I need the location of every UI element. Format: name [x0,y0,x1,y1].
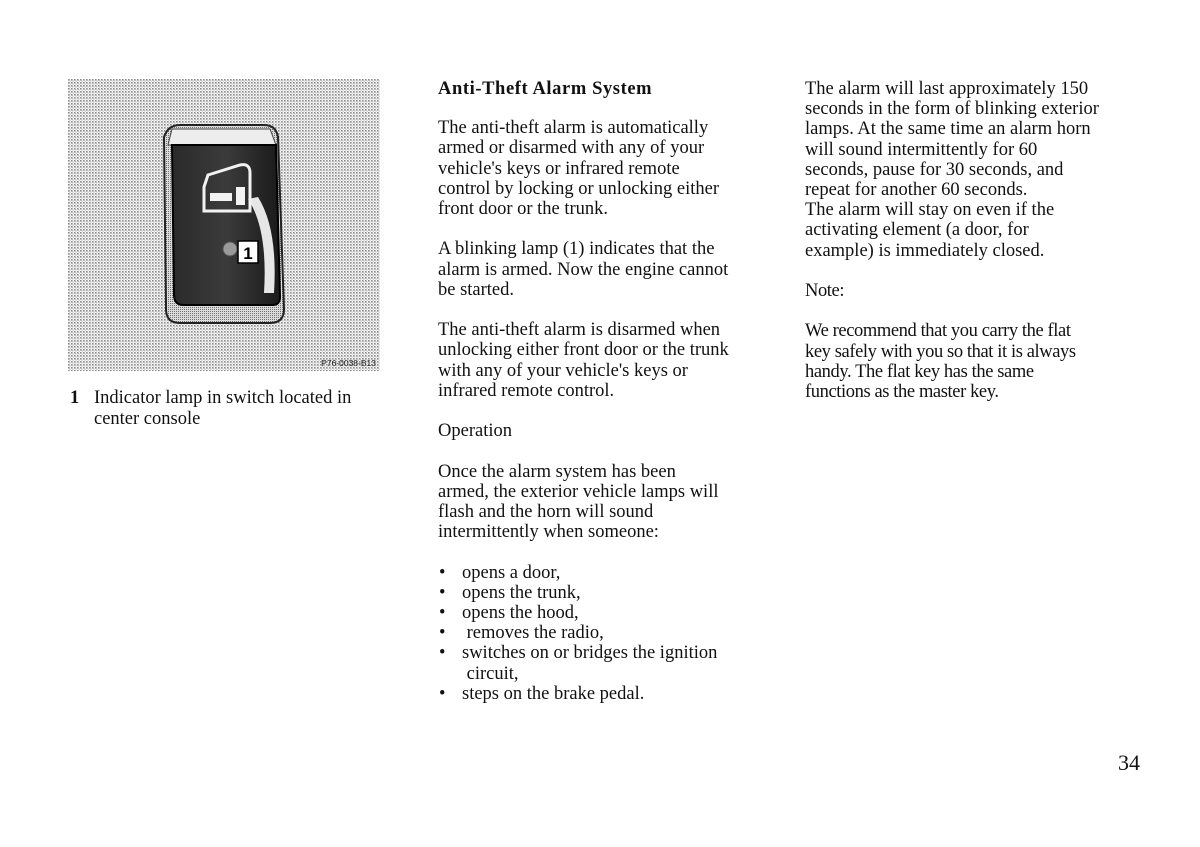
text-line: will sound intermittently for 60 [805,139,1038,160]
text-line: front door or the trunk. [438,199,609,220]
bullet-icon: • [439,643,446,664]
text-line: alarm is armed. Now the engine cannot [438,259,729,280]
text-line: seconds in the form of blinking exterior [805,99,1099,120]
text-line: The anti-theft alarm is disarmed when [438,320,721,341]
text-line: flash and the horn will sound [438,502,654,522]
figure-caption [70,388,390,429]
text-line: We recommend that you carry the flat [805,321,1071,342]
note-label: Note: [805,281,845,302]
list-item: • opens a door, [439,562,561,583]
paragraph [438,118,783,219]
subheading: Operation [438,421,512,442]
paragraph [805,79,1150,261]
text-line: example) is immediately closed. [805,240,1045,261]
list-item: • opens the trunk, [439,582,581,603]
text-line: The anti-theft alarm is automatically [438,118,709,139]
text-line: unlocking either front door or the trunk [438,340,729,361]
text-line: Once the alarm system has been [438,461,676,482]
paragraph [438,320,783,401]
text-line: A blinking lamp (1) indicates that the [438,239,715,260]
text-line: vehicle's keys or infrared remote [438,158,680,179]
right-column [805,79,1150,422]
text-line: lamps. At the same time an alarm horn [805,119,1091,140]
text-line: with any of your vehicle's keys or [438,360,688,381]
indicator-lamp-icon [223,242,237,256]
paragraph [438,462,783,543]
text-line: control by locking or unlocking either [438,178,720,199]
bullet-icon: • [439,603,446,623]
caption-number: 1 [70,388,80,408]
text-line: key safely with you so that it is always [805,341,1076,362]
paragraph [438,239,783,300]
text-line: armed, the exterior vehicle lamps will [438,481,719,502]
text-line: infrared remote control. [438,380,615,401]
text-line: activating element (a door, for [805,220,1029,241]
photo-code: P76-0038-B13 [321,358,376,368]
text-line: functions as the master key. [805,382,999,403]
text-line: intermittently when someone: [438,522,659,543]
note-paragraph [805,321,1150,402]
text-line: repeat for another 60 seconds. [805,180,1028,201]
bullet-icon: • [439,582,446,603]
caption-line: Indicator lamp in switch located in [94,388,352,408]
text-line: The alarm will stay on even if the [805,200,1055,221]
text-line: handy. The flat key has the same [805,361,1034,382]
bullet-icon: • [439,562,446,583]
text-line: seconds, pause for 30 seconds, and [805,159,1064,180]
text-line: The alarm will last approximately 150 [805,79,1089,99]
page-number: 34 [1118,750,1140,775]
list-item: • steps on the brake pedal. [439,683,645,704]
middle-column [438,79,783,704]
list-item: • removes the radio, [439,623,604,644]
lamp-number-label: 1 [243,244,253,263]
list-item: • opens the hood, [439,603,579,623]
switch-photo [68,79,380,371]
section-heading: Anti-Theft Alarm System [438,79,653,99]
bullet-icon: • [439,623,446,644]
list-item: • switches on or bridges the ignition [439,643,718,664]
bullet-list [438,563,783,704]
list-item-continuation: circuit, [462,663,519,684]
bullet-icon: • [439,683,446,704]
caption-line: center console [94,408,201,429]
text-line: be started. [438,279,515,300]
text-line: armed or disarmed with any of your [438,138,705,159]
